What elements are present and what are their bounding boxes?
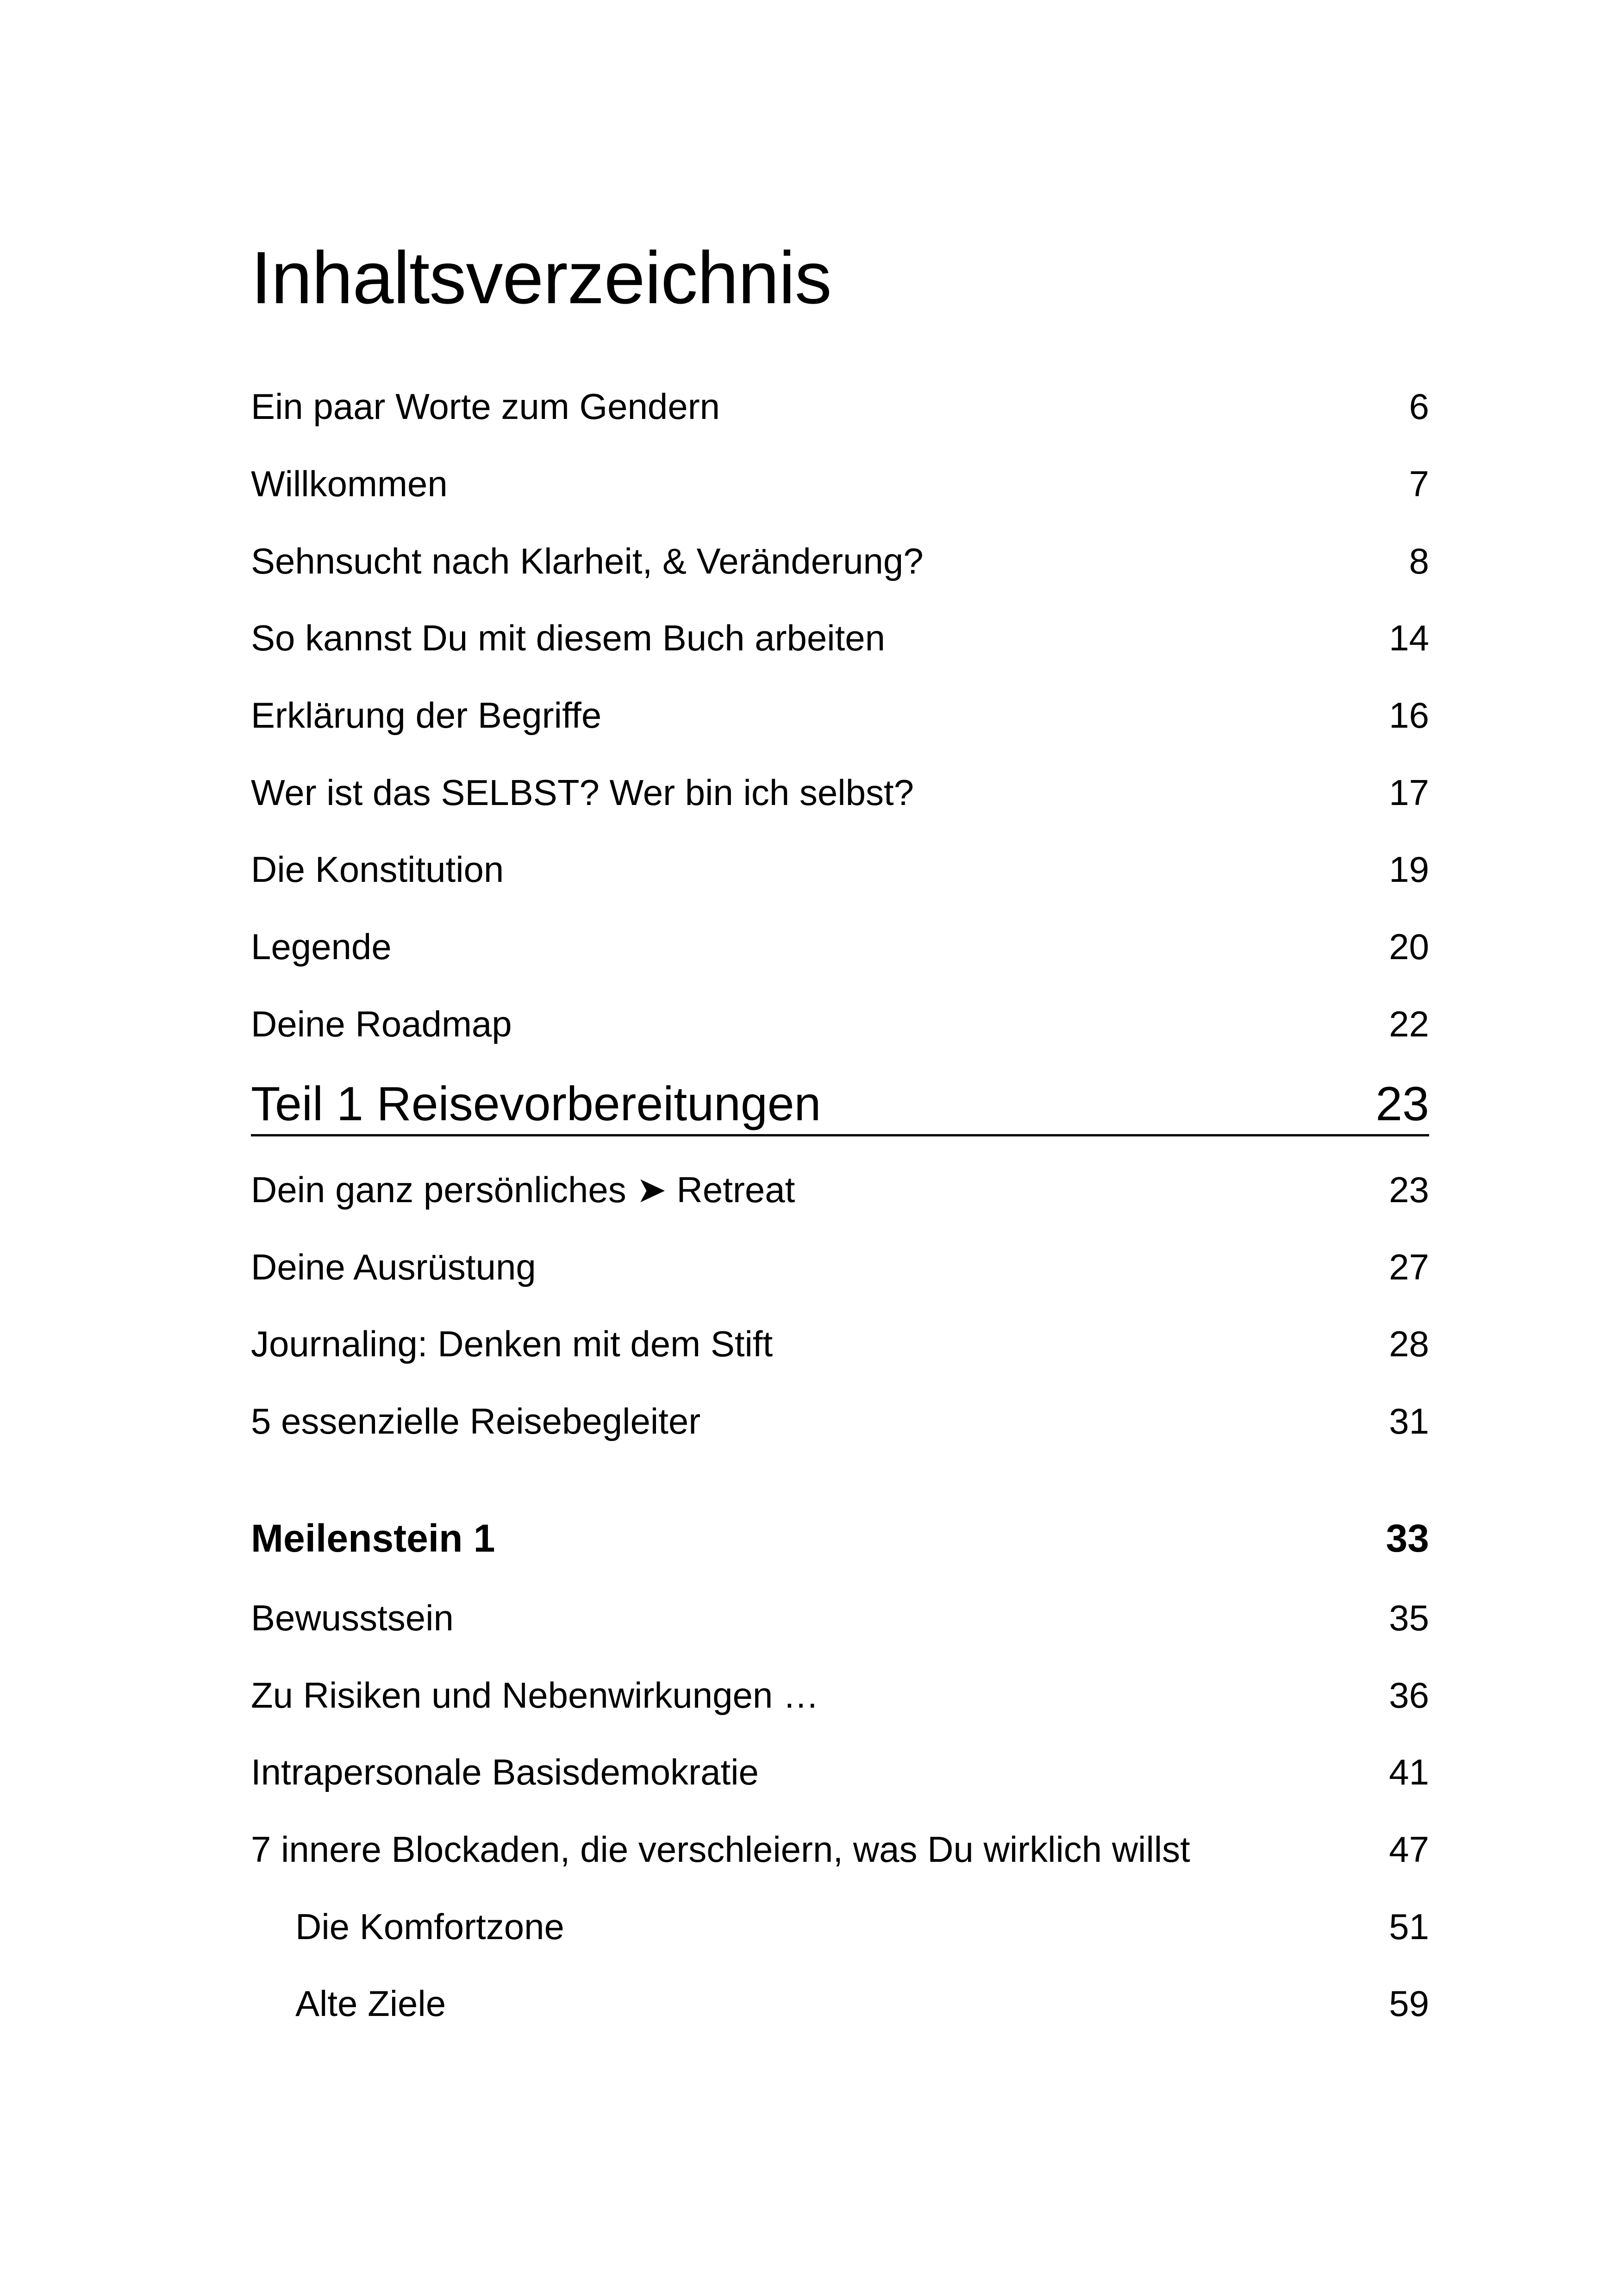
toc-entry-page: 16 bbox=[1389, 695, 1429, 736]
toc-entry-basisdemokratie[interactable] bbox=[251, 1749, 1429, 1795]
toc-entry-page: 59 bbox=[1389, 1983, 1429, 2024]
toc-entry-label: Legende bbox=[251, 926, 392, 967]
toc-entry-page: 6 bbox=[1409, 386, 1429, 427]
toc-entry-konstitution[interactable] bbox=[251, 846, 1429, 892]
toc-entry-label: Die Komfortzone bbox=[295, 1906, 564, 1947]
toc-entry-page: 27 bbox=[1389, 1247, 1429, 1287]
toc-subentry-komfortzone[interactable] bbox=[251, 1903, 1429, 1950]
toc-entry-page: 35 bbox=[1389, 1597, 1429, 1638]
toc-entry-label: So kannst Du mit diesem Buch arbeiten bbox=[251, 618, 886, 658]
toc-entry-label: Deine Ausrüstung bbox=[251, 1247, 536, 1287]
page-title: Inhaltsverzeichnis bbox=[251, 236, 831, 319]
toc-entry-page: 19 bbox=[1389, 849, 1429, 890]
toc-entry-page: 47 bbox=[1389, 1829, 1429, 1870]
toc-entry-legende[interactable] bbox=[251, 923, 1429, 970]
toc-subentry-alte-ziele[interactable] bbox=[251, 1980, 1429, 2027]
toc-entry-label: Die Konstitution bbox=[251, 849, 504, 890]
toc-entry-label: 7 innere Blockaden, die verschleiern, was Du wirklich willst bbox=[251, 1829, 1190, 1870]
toc-entry-label: Ein paar Worte zum Gendern bbox=[251, 386, 720, 427]
toc-entry-roadmap[interactable] bbox=[251, 1001, 1429, 1047]
toc-entry-page: 17 bbox=[1389, 772, 1429, 813]
toc-entry-journaling[interactable] bbox=[251, 1321, 1429, 1367]
toc-entry-page: 41 bbox=[1389, 1752, 1429, 1792]
toc-part-page: 23 bbox=[1375, 1077, 1429, 1131]
toc-entry-page: 8 bbox=[1409, 541, 1429, 581]
toc-entry-label: Erklärung der Begriffe bbox=[251, 695, 602, 736]
toc-entry-sehnsucht[interactable] bbox=[251, 538, 1429, 584]
toc-entry-label: Journaling: Denken mit dem Stift bbox=[251, 1323, 773, 1364]
toc-entry-page: 28 bbox=[1389, 1323, 1429, 1364]
toc-entry-page: 20 bbox=[1389, 926, 1429, 967]
toc-entry-begriffe[interactable] bbox=[251, 692, 1429, 738]
toc-entry-gendern[interactable] bbox=[251, 383, 1429, 430]
toc-entry-label: Deine Roadmap bbox=[251, 1004, 512, 1044]
toc-entry-selbst[interactable] bbox=[251, 769, 1429, 816]
toc-entry-retreat[interactable] bbox=[251, 1167, 1429, 1213]
toc-entry-label: Dein ganz persönliches ➤ Retreat bbox=[251, 1169, 795, 1210]
toc-entry-page: 23 bbox=[1389, 1169, 1429, 1210]
toc-entry-label: Sehnsucht nach Klarheit, & Veränderung? bbox=[251, 541, 924, 581]
toc-entry-label: Willkommen bbox=[251, 463, 448, 504]
toc-entry-page: 51 bbox=[1389, 1906, 1429, 1947]
toc-entry-page: 14 bbox=[1389, 618, 1429, 658]
toc-entry-page: 31 bbox=[1389, 1401, 1429, 1441]
toc-part-label: Teil 1 Reisevorbereitungen bbox=[251, 1077, 821, 1131]
toc-entry-label: Alte Ziele bbox=[295, 1983, 446, 2024]
toc-entry-ausruestung[interactable] bbox=[251, 1244, 1429, 1290]
toc-entry-label: Intrapersonale Basisdemokratie bbox=[251, 1752, 759, 1792]
toc-entry-label: 5 essenzielle Reisebegleiter bbox=[251, 1401, 701, 1441]
toc-entry-risiken[interactable] bbox=[251, 1672, 1429, 1718]
toc-entry-label: Wer ist das SELBST? Wer bin ich selbst? bbox=[251, 772, 914, 813]
toc-part-1-heading[interactable] bbox=[251, 1074, 1429, 1136]
toc-entry-willkommen[interactable] bbox=[251, 461, 1429, 507]
toc-entry-label: Bewusstsein bbox=[251, 1597, 454, 1638]
toc-milestone-page: 33 bbox=[1386, 1516, 1429, 1560]
toc-entry-label: Zu Risiken und Nebenwirkungen … bbox=[251, 1675, 819, 1716]
toc-entry-buch-arbeiten[interactable] bbox=[251, 615, 1429, 661]
toc-entry-page: 36 bbox=[1389, 1675, 1429, 1716]
toc-milestone-1-heading[interactable] bbox=[251, 1515, 1429, 1561]
toc-entry-page: 22 bbox=[1389, 1004, 1429, 1044]
toc-entry-bewusstsein[interactable] bbox=[251, 1595, 1429, 1641]
toc-milestone-label: Meilenstein 1 bbox=[251, 1516, 495, 1560]
toc-entry-blockaden[interactable] bbox=[251, 1826, 1429, 1872]
toc-entry-reisebegleiter[interactable] bbox=[251, 1398, 1429, 1444]
toc-entry-page: 7 bbox=[1409, 463, 1429, 504]
